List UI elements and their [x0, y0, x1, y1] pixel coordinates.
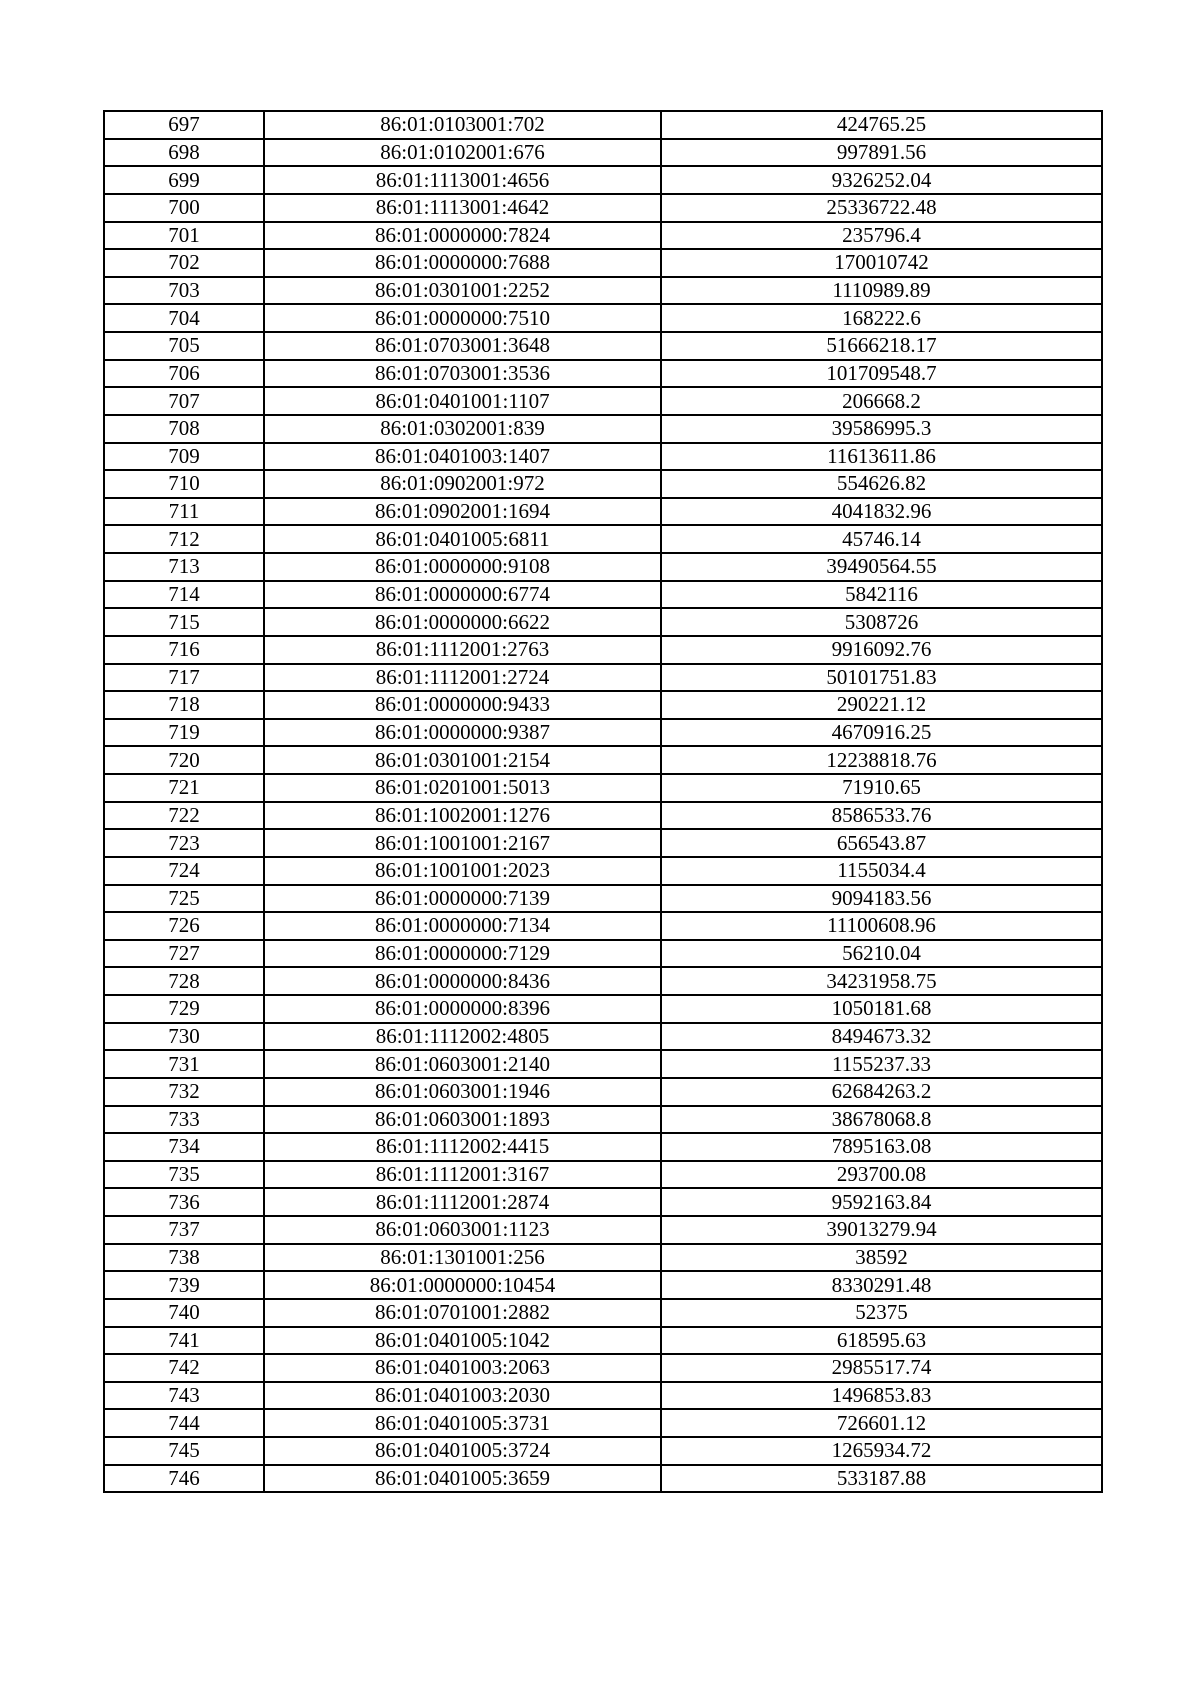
- cadastral-number-cell: 86:01:1002001:1276: [264, 802, 661, 830]
- cadastral-number-cell: 86:01:0401005:3659: [264, 1465, 661, 1493]
- value-cell: 8330291.48: [661, 1271, 1102, 1299]
- table-row: [104, 1078, 1102, 1106]
- table-row: [104, 1216, 1102, 1244]
- cadastral-number-cell: 86:01:1112001:2874: [264, 1188, 661, 1216]
- cadastral-number-cell: 86:01:0401005:3731: [264, 1409, 661, 1437]
- cadastral-number-cell: 86:01:0401005:1042: [264, 1327, 661, 1355]
- value-cell: 8586533.76: [661, 802, 1102, 830]
- cadastral-number-cell: 86:01:0603001:1893: [264, 1106, 661, 1134]
- table-row: [104, 222, 1102, 250]
- row-number-cell: 742: [104, 1354, 264, 1382]
- table-row: [104, 885, 1102, 913]
- value-cell: 38678068.8: [661, 1106, 1102, 1134]
- value-cell: 101709548.7: [661, 360, 1102, 388]
- value-cell: 2985517.74: [661, 1354, 1102, 1382]
- row-number-cell: 718: [104, 691, 264, 719]
- cadastral-number-cell: 86:01:0000000:10454: [264, 1271, 661, 1299]
- cadastral-number-cell: 86:01:1301001:256: [264, 1244, 661, 1272]
- cadastral-number-cell: 86:01:1001001:2167: [264, 829, 661, 857]
- value-cell: 9326252.04: [661, 166, 1102, 194]
- value-cell: 1155034.4: [661, 857, 1102, 885]
- cadastral-number-cell: 86:01:1112002:4415: [264, 1133, 661, 1161]
- cadastral-number-cell: 86:01:0000000:9387: [264, 719, 661, 747]
- row-number-cell: 723: [104, 829, 264, 857]
- cadastral-number-cell: 86:01:0103001:702: [264, 111, 661, 139]
- row-number-cell: 728: [104, 967, 264, 995]
- table-row: [104, 1382, 1102, 1410]
- value-cell: 424765.25: [661, 111, 1102, 139]
- value-cell: 12238818.76: [661, 746, 1102, 774]
- table-row: [104, 857, 1102, 885]
- table-row: [104, 470, 1102, 498]
- table-row: [104, 829, 1102, 857]
- cadastral-value-table: [103, 110, 1103, 1493]
- cadastral-number-cell: 86:01:0902001:1694: [264, 498, 661, 526]
- cadastral-number-cell: 86:01:0401005:6811: [264, 525, 661, 553]
- table-row: [104, 1023, 1102, 1051]
- value-cell: 997891.56: [661, 139, 1102, 167]
- table-row: [104, 1465, 1102, 1493]
- value-cell: 25336722.48: [661, 194, 1102, 222]
- table-row: [104, 1327, 1102, 1355]
- value-cell: 1496853.83: [661, 1382, 1102, 1410]
- cadastral-number-cell: 86:01:0000000:7129: [264, 940, 661, 968]
- value-cell: 39586995.3: [661, 415, 1102, 443]
- cadastral-number-cell: 86:01:0301001:2252: [264, 277, 661, 305]
- cadastral-number-cell: 86:01:1112001:3167: [264, 1161, 661, 1189]
- cadastral-number-cell: 86:01:0603001:1123: [264, 1216, 661, 1244]
- row-number-cell: 697: [104, 111, 264, 139]
- table-row: [104, 774, 1102, 802]
- table-row: [104, 304, 1102, 332]
- value-cell: 4041832.96: [661, 498, 1102, 526]
- cadastral-number-cell: 86:01:1112001:2724: [264, 664, 661, 692]
- table-row: [104, 691, 1102, 719]
- row-number-cell: 726: [104, 912, 264, 940]
- row-number-cell: 725: [104, 885, 264, 913]
- value-cell: 1110989.89: [661, 277, 1102, 305]
- row-number-cell: 701: [104, 222, 264, 250]
- table-row: [104, 746, 1102, 774]
- table-row: [104, 443, 1102, 471]
- table-row: [104, 1244, 1102, 1272]
- row-number-cell: 700: [104, 194, 264, 222]
- value-cell: 206668.2: [661, 387, 1102, 415]
- row-number-cell: 711: [104, 498, 264, 526]
- cadastral-number-cell: 86:01:0401003:1407: [264, 443, 661, 471]
- value-cell: 9094183.56: [661, 885, 1102, 913]
- table-row: [104, 719, 1102, 747]
- table-row: [104, 111, 1102, 139]
- cadastral-number-cell: 86:01:0000000:7134: [264, 912, 661, 940]
- cadastral-number-cell: 86:01:0603001:1946: [264, 1078, 661, 1106]
- table-row: [104, 636, 1102, 664]
- row-number-cell: 705: [104, 332, 264, 360]
- cadastral-number-cell: 86:01:0302001:839: [264, 415, 661, 443]
- row-number-cell: 734: [104, 1133, 264, 1161]
- row-number-cell: 708: [104, 415, 264, 443]
- row-number-cell: 732: [104, 1078, 264, 1106]
- table-row: [104, 525, 1102, 553]
- table-row: [104, 1106, 1102, 1134]
- value-cell: 45746.14: [661, 525, 1102, 553]
- row-number-cell: 724: [104, 857, 264, 885]
- value-cell: 4670916.25: [661, 719, 1102, 747]
- cadastral-number-cell: 86:01:0701001:2882: [264, 1299, 661, 1327]
- value-cell: 656543.87: [661, 829, 1102, 857]
- table-row: [104, 1188, 1102, 1216]
- value-cell: 11100608.96: [661, 912, 1102, 940]
- table-row: [104, 166, 1102, 194]
- value-cell: 39490564.55: [661, 553, 1102, 581]
- row-number-cell: 706: [104, 360, 264, 388]
- table-row: [104, 912, 1102, 940]
- table-row: [104, 995, 1102, 1023]
- cadastral-number-cell: 86:01:0000000:9108: [264, 553, 661, 581]
- cadastral-number-cell: 86:01:0401005:3724: [264, 1437, 661, 1465]
- cadastral-number-cell: 86:01:0000000:8396: [264, 995, 661, 1023]
- value-cell: 235796.4: [661, 222, 1102, 250]
- table-row: [104, 139, 1102, 167]
- table-row: [104, 249, 1102, 277]
- row-number-cell: 741: [104, 1327, 264, 1355]
- table-row: [104, 1409, 1102, 1437]
- cadastral-number-cell: 86:01:0000000:7688: [264, 249, 661, 277]
- table-row: [104, 1271, 1102, 1299]
- value-cell: 56210.04: [661, 940, 1102, 968]
- table-body: [104, 111, 1102, 1492]
- row-number-cell: 709: [104, 443, 264, 471]
- row-number-cell: 703: [104, 277, 264, 305]
- value-cell: 39013279.94: [661, 1216, 1102, 1244]
- value-cell: 618595.63: [661, 1327, 1102, 1355]
- row-number-cell: 712: [104, 525, 264, 553]
- row-number-cell: 729: [104, 995, 264, 1023]
- value-cell: 168222.6: [661, 304, 1102, 332]
- value-cell: 5842116: [661, 581, 1102, 609]
- row-number-cell: 743: [104, 1382, 264, 1410]
- cadastral-number-cell: 86:01:0703001:3648: [264, 332, 661, 360]
- cadastral-number-cell: 86:01:0401001:1107: [264, 387, 661, 415]
- row-number-cell: 719: [104, 719, 264, 747]
- row-number-cell: 698: [104, 139, 264, 167]
- table-row: [104, 277, 1102, 305]
- table-row: [104, 553, 1102, 581]
- cadastral-number-cell: 86:01:0000000:8436: [264, 967, 661, 995]
- row-number-cell: 745: [104, 1437, 264, 1465]
- value-cell: 34231958.75: [661, 967, 1102, 995]
- cadastral-number-cell: 86:01:0000000:9433: [264, 691, 661, 719]
- row-number-cell: 713: [104, 553, 264, 581]
- row-number-cell: 737: [104, 1216, 264, 1244]
- row-number-cell: 714: [104, 581, 264, 609]
- value-cell: 290221.12: [661, 691, 1102, 719]
- table-row: [104, 581, 1102, 609]
- table-row: [104, 1050, 1102, 1078]
- row-number-cell: 722: [104, 802, 264, 830]
- table-row: [104, 664, 1102, 692]
- value-cell: 38592: [661, 1244, 1102, 1272]
- row-number-cell: 699: [104, 166, 264, 194]
- value-cell: 1155237.33: [661, 1050, 1102, 1078]
- row-number-cell: 707: [104, 387, 264, 415]
- value-cell: 1050181.68: [661, 995, 1102, 1023]
- row-number-cell: 736: [104, 1188, 264, 1216]
- row-number-cell: 721: [104, 774, 264, 802]
- row-number-cell: 746: [104, 1465, 264, 1493]
- table-row: [104, 1354, 1102, 1382]
- table-row: [104, 940, 1102, 968]
- cadastral-number-cell: 86:01:0000000:7139: [264, 885, 661, 913]
- table-row: [104, 415, 1102, 443]
- cadastral-number-cell: 86:01:0102001:676: [264, 139, 661, 167]
- cadastral-number-cell: 86:01:0603001:2140: [264, 1050, 661, 1078]
- value-cell: 71910.65: [661, 774, 1102, 802]
- table-row: [104, 1437, 1102, 1465]
- value-cell: 533187.88: [661, 1465, 1102, 1493]
- cadastral-number-cell: 86:01:0703001:3536: [264, 360, 661, 388]
- row-number-cell: 727: [104, 940, 264, 968]
- cadastral-number-cell: 86:01:0902001:972: [264, 470, 661, 498]
- table-row: [104, 332, 1102, 360]
- cadastral-number-cell: 86:01:1113001:4656: [264, 166, 661, 194]
- table-row: [104, 608, 1102, 636]
- cadastral-number-cell: 86:01:0000000:6774: [264, 581, 661, 609]
- row-number-cell: 740: [104, 1299, 264, 1327]
- table-row: [104, 360, 1102, 388]
- table-row: [104, 194, 1102, 222]
- row-number-cell: 702: [104, 249, 264, 277]
- row-number-cell: 717: [104, 664, 264, 692]
- cadastral-number-cell: 86:01:0000000:7824: [264, 222, 661, 250]
- value-cell: 51666218.17: [661, 332, 1102, 360]
- cadastral-number-cell: 86:01:0201001:5013: [264, 774, 661, 802]
- value-cell: 8494673.32: [661, 1023, 1102, 1051]
- value-cell: 554626.82: [661, 470, 1102, 498]
- table-row: [104, 387, 1102, 415]
- table-row: [104, 1133, 1102, 1161]
- row-number-cell: 710: [104, 470, 264, 498]
- value-cell: 9592163.84: [661, 1188, 1102, 1216]
- value-cell: 5308726: [661, 608, 1102, 636]
- value-cell: 293700.08: [661, 1161, 1102, 1189]
- value-cell: 170010742: [661, 249, 1102, 277]
- row-number-cell: 739: [104, 1271, 264, 1299]
- value-cell: 50101751.83: [661, 664, 1102, 692]
- value-cell: 7895163.08: [661, 1133, 1102, 1161]
- table-row: [104, 967, 1102, 995]
- cadastral-number-cell: 86:01:1112002:4805: [264, 1023, 661, 1051]
- cadastral-number-cell: 86:01:1113001:4642: [264, 194, 661, 222]
- row-number-cell: 715: [104, 608, 264, 636]
- cadastral-number-cell: 86:01:0000000:7510: [264, 304, 661, 332]
- value-cell: 11613611.86: [661, 443, 1102, 471]
- row-number-cell: 744: [104, 1409, 264, 1437]
- table-row: [104, 1161, 1102, 1189]
- row-number-cell: 720: [104, 746, 264, 774]
- row-number-cell: 738: [104, 1244, 264, 1272]
- row-number-cell: 735: [104, 1161, 264, 1189]
- row-number-cell: 731: [104, 1050, 264, 1078]
- row-number-cell: 730: [104, 1023, 264, 1051]
- value-cell: 726601.12: [661, 1409, 1102, 1437]
- row-number-cell: 733: [104, 1106, 264, 1134]
- value-cell: 9916092.76: [661, 636, 1102, 664]
- table-row: [104, 802, 1102, 830]
- cadastral-number-cell: 86:01:1001001:2023: [264, 857, 661, 885]
- row-number-cell: 716: [104, 636, 264, 664]
- cadastral-number-cell: 86:01:1112001:2763: [264, 636, 661, 664]
- row-number-cell: 704: [104, 304, 264, 332]
- value-cell: 62684263.2: [661, 1078, 1102, 1106]
- table-row: [104, 1299, 1102, 1327]
- cadastral-number-cell: 86:01:0401003:2063: [264, 1354, 661, 1382]
- cadastral-number-cell: 86:01:0000000:6622: [264, 608, 661, 636]
- cadastral-number-cell: 86:01:0301001:2154: [264, 746, 661, 774]
- table-row: [104, 498, 1102, 526]
- value-cell: 1265934.72: [661, 1437, 1102, 1465]
- cadastral-number-cell: 86:01:0401003:2030: [264, 1382, 661, 1410]
- value-cell: 52375: [661, 1299, 1102, 1327]
